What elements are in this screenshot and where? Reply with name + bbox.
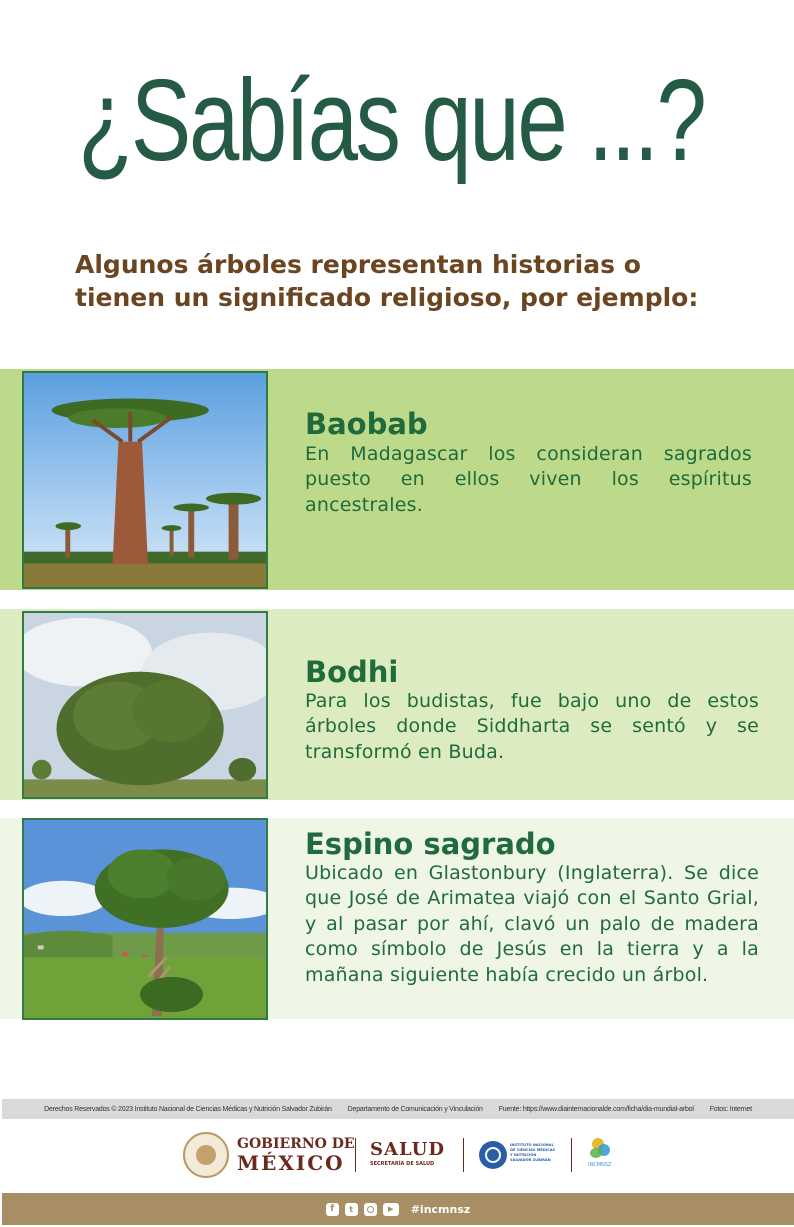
credits-bar xyxy=(2,1099,794,1119)
salud-logo: SALUD xyxy=(370,1139,445,1160)
instagram-icon[interactable] xyxy=(364,1203,377,1216)
footer-bar xyxy=(2,1193,794,1225)
intro-text: Algunos árboles representan historias o tienen un significado religioso, por ejemplo: xyxy=(75,250,699,312)
facebook-icon[interactable]: f xyxy=(326,1203,339,1216)
incmnsz-logo-icon xyxy=(590,1138,612,1160)
espino-photo xyxy=(22,818,268,1020)
institute-name: INSTITUTO NACIONAL DE CIENCIAS MÉDICAS Y NUTRICIÓN SALVADOR ZUBIRÁN xyxy=(510,1143,556,1162)
logos-row xyxy=(0,1128,794,1184)
youtube-icon[interactable]: ▶ xyxy=(383,1203,399,1216)
baobab-photo xyxy=(22,371,268,589)
bodhi-description: Para los budistas, fue bajo uno de estos árboles donde Siddharta se sentó y se transformó en Buda. xyxy=(305,690,759,763)
baobab-description: En Madagascar los consideran sagrados puesto en ellos viven los espíritus ancestrales. xyxy=(305,443,752,516)
page-title: ¿Sabías que ...? xyxy=(78,55,705,185)
copyright-text: Derechos Reservados © 2023 Instituto Nacional de Ciencias Médicas y Nutrición Salvador Zubirán xyxy=(44,1105,332,1113)
department-text: Departamento de Comunicación y Vinculación xyxy=(347,1105,483,1113)
bodhi-title: Bodhi xyxy=(305,655,399,689)
photo-credit-text: Fotos: Internet xyxy=(709,1105,752,1113)
hashtag[interactable]: #incmnsz xyxy=(410,1202,471,1216)
gobierno-line1: GOBIERNO DE xyxy=(237,1136,355,1152)
source-text[interactable]: Fuente: https://www.diainternacionalde.com/ficha/dia-mundial-arbol xyxy=(498,1105,694,1113)
salud-subtitle: SECRETARÍA DE SALUD xyxy=(370,1161,435,1167)
institute-seal-icon xyxy=(479,1141,507,1169)
mexico-seal-icon xyxy=(183,1132,229,1178)
logo-divider xyxy=(355,1138,356,1172)
espino-description: Ubicado en Glastonbury (Inglaterra). Se dice que José de Arimatea viajó con el Santo Grial, y al pasar por ahí, clavó un palo de madera como símbolo de Jesús en la tierra y a la mañana siguiente había crecido un árbol. xyxy=(305,862,759,986)
gobierno-line2: MÉXICO xyxy=(237,1151,345,1175)
incmnsz-logo-text: INCMNSZ xyxy=(588,1162,612,1168)
twitter-icon[interactable]: t xyxy=(345,1203,358,1216)
logo-divider xyxy=(571,1138,572,1172)
espino-title: Espino sagrado xyxy=(305,827,556,861)
bodhi-photo xyxy=(22,611,268,799)
logo-divider xyxy=(463,1138,464,1172)
baobab-title: Baobab xyxy=(305,407,428,441)
